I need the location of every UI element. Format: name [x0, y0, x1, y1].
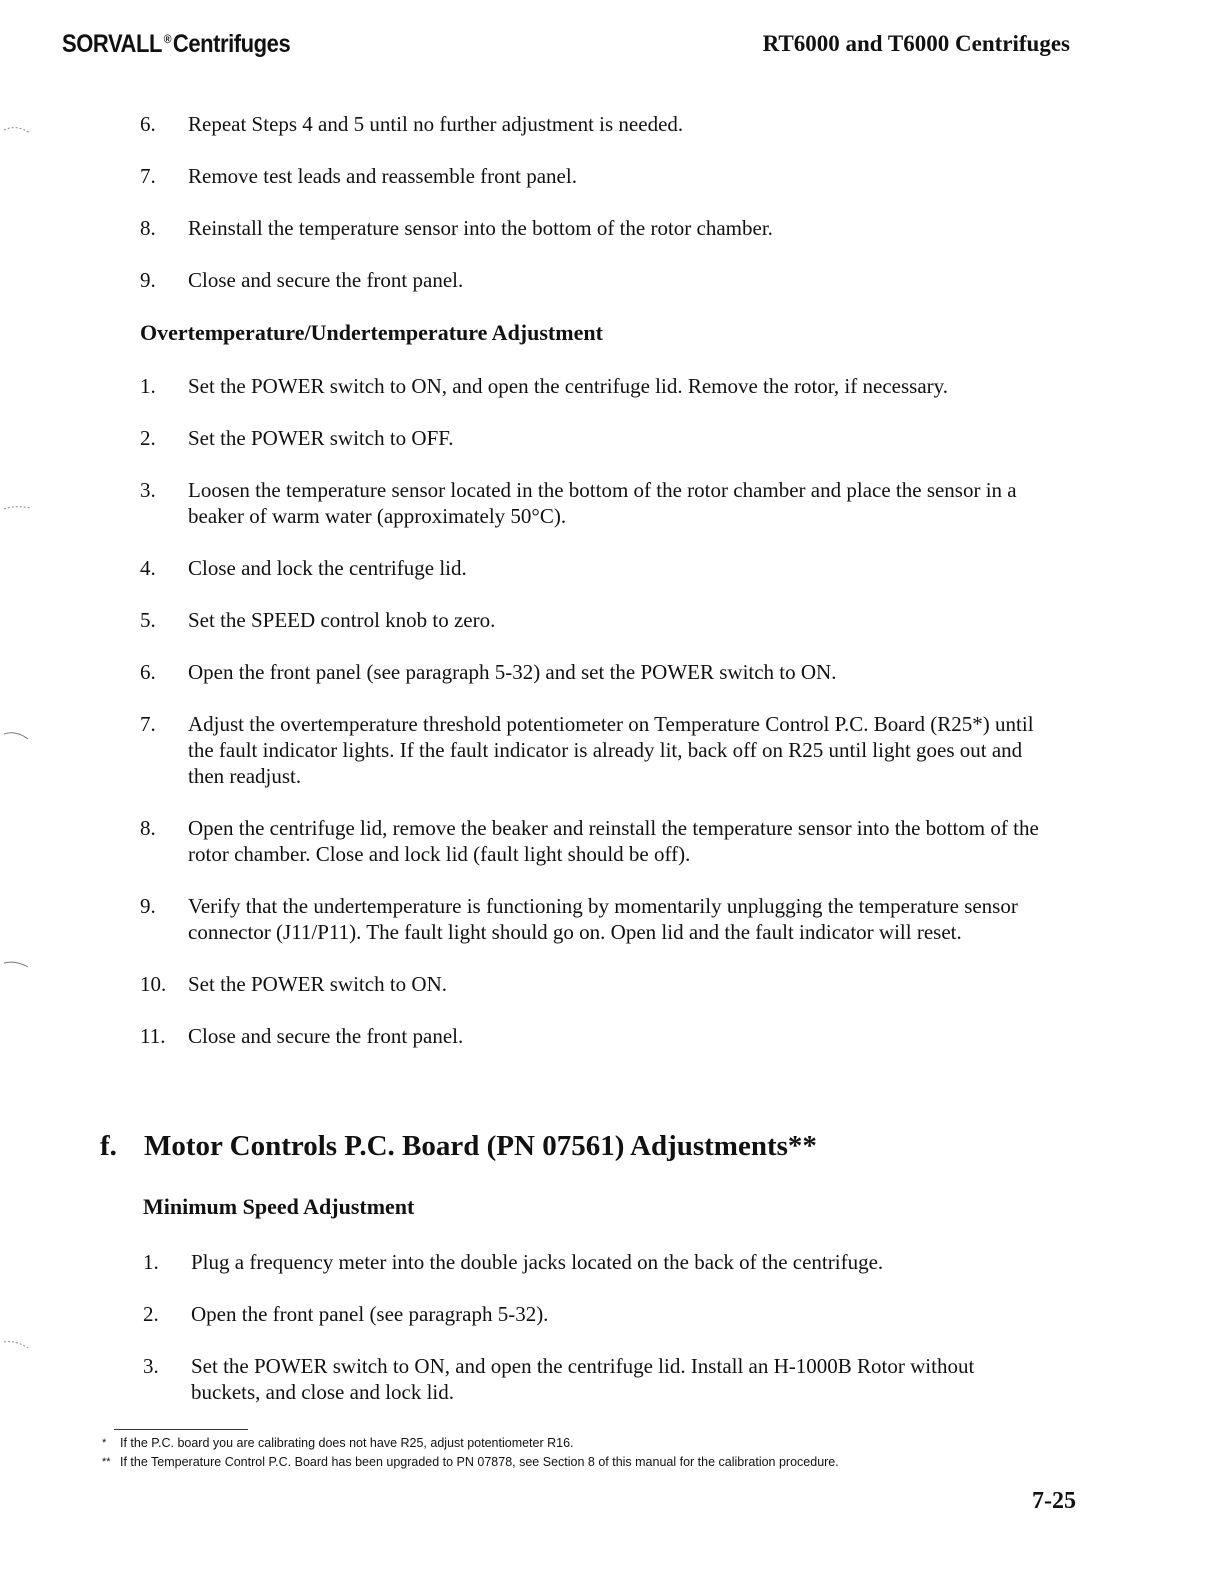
step-text: Open the front panel (see paragraph 5-32).: [191, 1302, 549, 1326]
list-item: [143, 1249, 1048, 1275]
footnote-item: [102, 1434, 1062, 1453]
step-text: Set the POWER switch to OFF.: [188, 426, 454, 450]
scan-margin-mark: [2, 1338, 32, 1348]
step-number: 4.: [140, 556, 156, 580]
list-item: [140, 477, 1045, 529]
step-number: 10.: [140, 972, 167, 996]
step-text: Plug a frequency meter into the double jacks located on the back of the centrifuge.: [191, 1250, 884, 1274]
scan-margin-mark: [2, 503, 32, 513]
list-item: [140, 373, 1045, 399]
list-item: [140, 711, 1045, 789]
list-item: [140, 267, 1045, 293]
step-number: 3.: [143, 1354, 159, 1378]
step-number: 2.: [140, 426, 156, 450]
page-number: 7-25: [1032, 1488, 1076, 1514]
step-text: Verify that the undertemperature is functioning by momentarily unplugging the temperature sensor connector (J11/P11). The fault light should go on. Open lid and the fault indicator will reset.: [188, 894, 1018, 944]
step-text: Repeat Steps 4 and 5 until no further adjustment is needed.: [188, 112, 684, 136]
section-letter: f.: [100, 1130, 117, 1162]
step-number: 7.: [140, 164, 156, 188]
scan-margin-mark: [2, 958, 32, 968]
list-item: [140, 163, 1045, 189]
section-title: Motor Controls P.C. Board (PN 07561) Adjustments**: [144, 1130, 817, 1162]
list-item: [140, 971, 1045, 997]
footnote-mark: **: [102, 1456, 111, 1468]
registered-mark: ®: [163, 32, 172, 46]
list-item: [140, 815, 1045, 867]
list-item: [140, 607, 1045, 633]
step-text: Adjust the overtemperature threshold potentiometer on Temperature Control P.C. Board (R25*) until the fault indicator lights. If the fault indicator is already lit, back off on R25 until light goes out and then readjust.: [188, 712, 1034, 788]
list-item: [143, 1353, 1048, 1405]
overtemp-steps-list: [140, 373, 1045, 1075]
step-text: Open the centrifuge lid, remove the beaker and reinstall the temperature sensor into the bottom of the rotor chamber. Close and lock lid (fault light should be off).: [188, 816, 1039, 866]
section-f-heading: [100, 1130, 817, 1163]
step-number: 11.: [140, 1024, 166, 1048]
step-text: Remove test leads and reassemble front panel.: [188, 164, 577, 188]
brand-name: SORVALL: [62, 30, 163, 58]
header-model-title: RT6000 and T6000 Centrifuges: [762, 31, 1070, 56]
step-text: Close and secure the front panel.: [188, 1024, 464, 1048]
list-item: [140, 215, 1045, 241]
step-number: 9.: [140, 894, 156, 918]
step-number: 7.: [140, 712, 156, 736]
step-text: Loosen the temperature sensor located in the bottom of the rotor chamber and place the sensor in a beaker of warm water (approximately 50°C).: [188, 478, 1017, 528]
list-item: [140, 659, 1045, 685]
min-speed-subheading: Minimum Speed Adjustment: [143, 1194, 415, 1219]
footnote-text: If the Temperature Control P.C. Board has been upgraded to PN 07878, see Section 8 of this manual for the calibration procedure.: [120, 1455, 839, 1469]
step-number: 6.: [140, 112, 156, 136]
step-text: Reinstall the temperature sensor into the bottom of the rotor chamber.: [188, 216, 773, 240]
footnotes: [102, 1434, 1062, 1472]
header-brand: [62, 30, 290, 59]
scan-margin-mark: [2, 730, 32, 740]
overtemp-subheading: Overtemperature/Undertemperature Adjustment: [140, 320, 603, 345]
step-text: Set the POWER switch to ON.: [188, 972, 447, 996]
footnote-item: [102, 1453, 1062, 1472]
step-number: 1.: [140, 374, 156, 398]
step-number: 5.: [140, 608, 156, 632]
footnote-mark: *: [102, 1437, 107, 1449]
step-number: 6.: [140, 660, 156, 684]
step-text: Open the front panel (see paragraph 5-32) and set the POWER switch to ON.: [188, 660, 837, 684]
list-item: [140, 555, 1045, 581]
brand-suffix: Centrifuges: [172, 30, 291, 58]
footnote-text: If the P.C. board you are calibrating does not have R25, adjust potentiometer R16.: [120, 1436, 574, 1450]
step-text: Set the POWER switch to ON, and open the centrifuge lid. Remove the rotor, if necessary.: [188, 374, 949, 398]
scan-margin-mark: [2, 124, 32, 134]
step-number: 8.: [140, 816, 156, 840]
list-item: [140, 1023, 1045, 1049]
step-number: 3.: [140, 478, 156, 502]
step-text: Close and lock the centrifuge lid.: [188, 556, 467, 580]
step-text: Set the POWER switch to ON, and open the centrifuge lid. Install an H-1000B Rotor without buckets, and close and lock lid.: [191, 1354, 975, 1404]
step-number: 9.: [140, 268, 156, 292]
step-text: Close and secure the front panel.: [188, 268, 464, 292]
step-number: 2.: [143, 1302, 159, 1326]
list-item: [140, 425, 1045, 451]
step-number: 1.: [143, 1250, 159, 1274]
footnote-divider: [114, 1429, 248, 1430]
step-number: 8.: [140, 216, 156, 240]
list-item: [140, 111, 1045, 137]
list-item: [143, 1301, 1048, 1327]
list-item: [140, 893, 1045, 945]
min-speed-steps-list: [143, 1249, 1048, 1431]
steps-continued-list: [140, 111, 1045, 319]
step-text: Set the SPEED control knob to zero.: [188, 608, 496, 632]
